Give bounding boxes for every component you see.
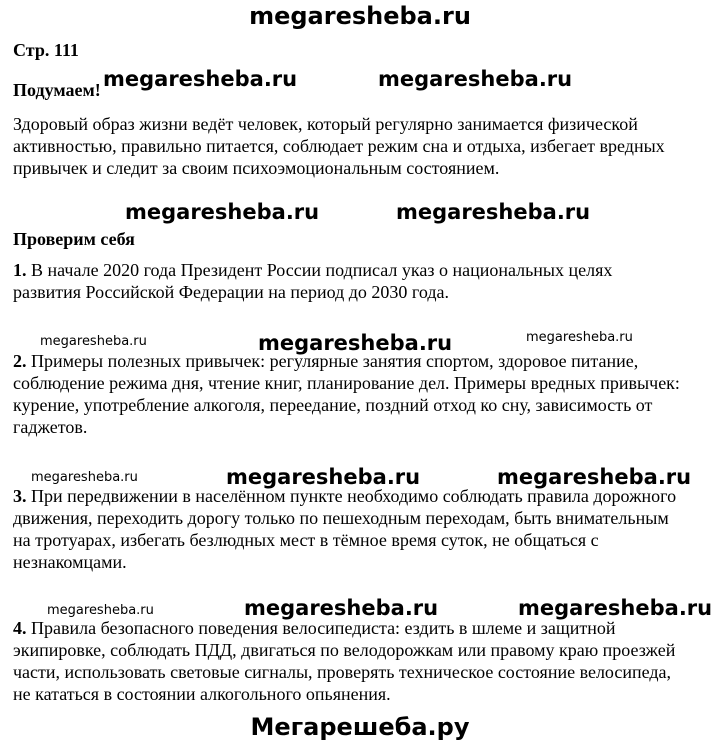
section-heading-think: Подумаем!: [13, 80, 101, 100]
watermark: megaresheba.ru: [244, 596, 439, 620]
answer-4: [13, 617, 713, 705]
watermark: megaresheba.ru: [518, 596, 713, 620]
text-line: При передвижении в населённом пункте необходимо соблюдать правила дорожного: [26, 486, 677, 506]
text-line: движения, переходить дорогу только по пешеходным переходам, быть внимательным: [13, 508, 669, 528]
text-line: экипировке, соблюдать ПДД, двигаться по велодорожкам или правому краю проезжей: [13, 640, 676, 660]
watermark: megaresheba.ru: [526, 330, 633, 345]
watermark: megaresheba.ru: [226, 465, 421, 489]
section-heading-check: Проверим себя: [13, 229, 135, 249]
text-line: не кататься в состоянии алкогольного опьянения.: [13, 684, 391, 704]
think-paragraph: [13, 113, 713, 179]
answer-number: 4.: [13, 618, 27, 638]
answer-number: 1.: [13, 260, 27, 280]
site-watermark-header: megaresheba.ru: [249, 2, 471, 30]
watermark: megaresheba.ru: [103, 67, 298, 91]
page-label: Стр. 111: [13, 40, 79, 60]
watermark: megaresheba.ru: [378, 67, 573, 91]
answer-3: [13, 485, 713, 573]
watermark: megaresheba.ru: [258, 331, 453, 355]
answer-2: [13, 350, 713, 438]
watermark: megaresheba.ru: [47, 603, 154, 618]
answer-number: 2.: [13, 351, 27, 371]
answer-number: 3.: [13, 486, 27, 506]
site-watermark-footer: Мегарешеба.ру: [250, 713, 470, 741]
watermark: megaresheba.ru: [40, 334, 147, 349]
watermark: megaresheba.ru: [396, 200, 591, 224]
text-line: незнакомцами.: [13, 552, 127, 572]
watermark: megaresheba.ru: [125, 200, 320, 224]
answer-1: [13, 259, 713, 303]
text-line: развития Российской Федерации на период до 2030 года.: [13, 282, 449, 302]
text-line: Здоровый образ жизни ведёт человек, который регулярно занимается физической: [13, 114, 638, 134]
text-line: привычек и следит за своим психоэмоциональным состоянием.: [13, 158, 500, 178]
text-line: соблюдение режима дня, чтение книг, планирование дел. Примеры вредных привычек:: [13, 373, 680, 393]
text-line: Примеры полезных привычек: регулярные занятия спортом, здоровое питание,: [26, 351, 639, 371]
text-line: части, использовать световые сигналы, проверять техническое состояние велосипеда,: [13, 662, 672, 682]
text-line: В начале 2020 года Президент России подписал указ о национальных целях: [26, 260, 613, 280]
watermark: megaresheba.ru: [31, 470, 138, 485]
text-line: Правила безопасного поведения велосипедиста: ездить в шлеме и защитной: [26, 618, 616, 638]
text-line: на тротуарах, избегать безлюдных мест в тёмное время суток, не общаться с: [13, 530, 599, 550]
text-line: активностью, правильно питается, соблюдает режим сна и отдыха, избегает вредных: [13, 136, 665, 156]
text-line: курение, употребление алкоголя, переедание, поздний отход ко сну, зависимость от: [13, 395, 653, 415]
watermark: megaresheba.ru: [497, 465, 692, 489]
text-line: гаджетов.: [13, 417, 88, 437]
